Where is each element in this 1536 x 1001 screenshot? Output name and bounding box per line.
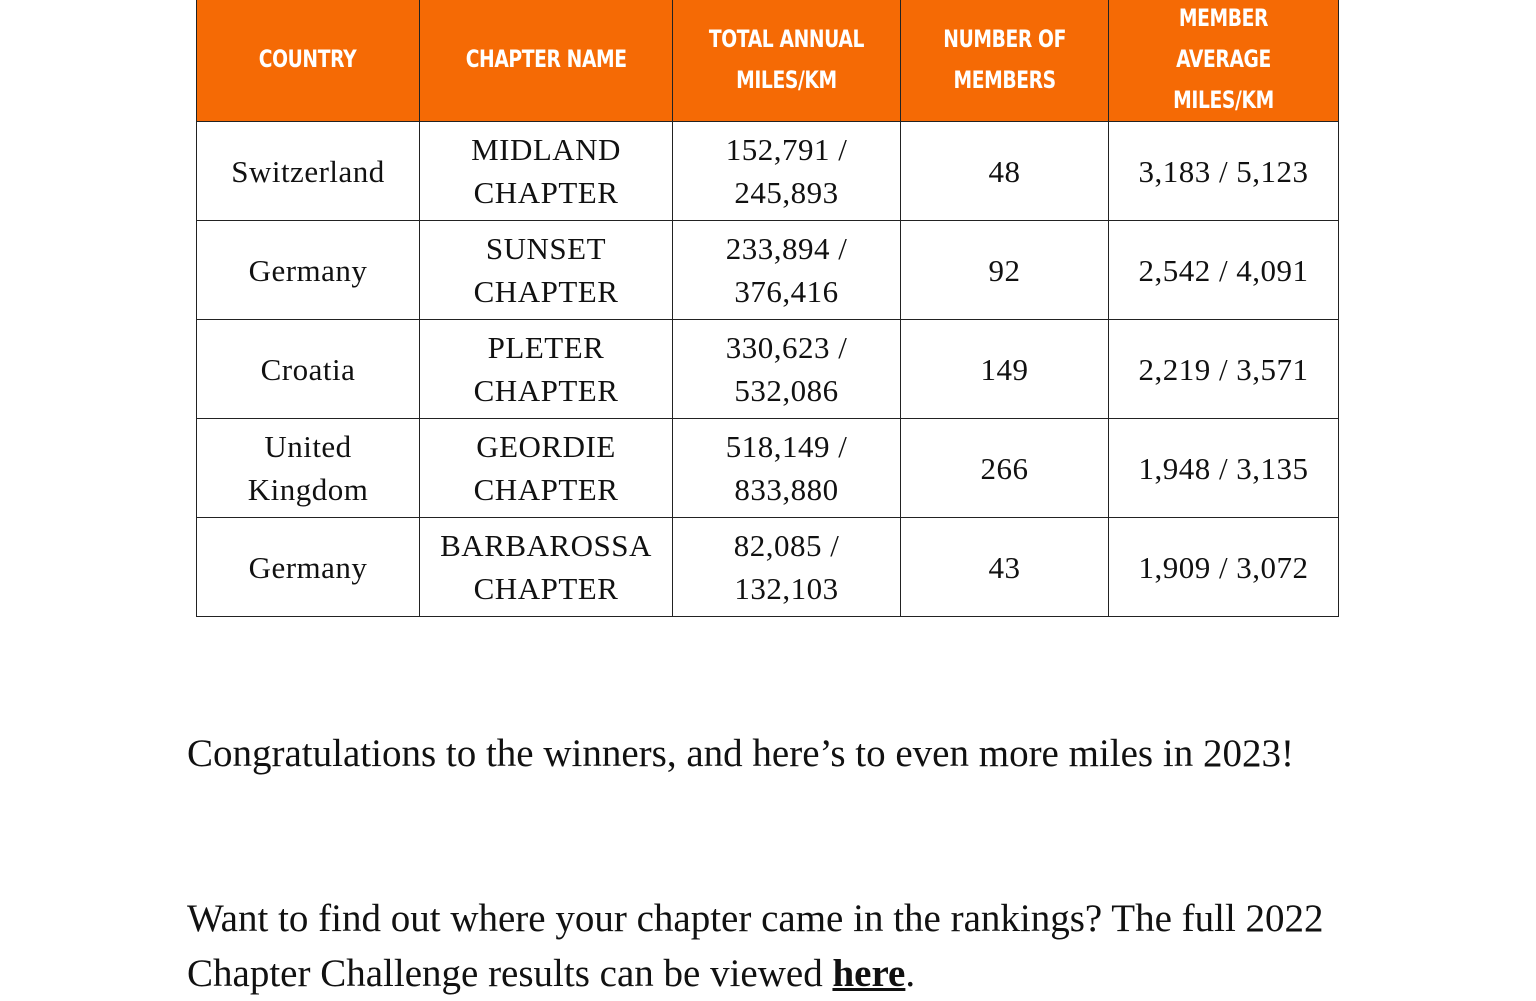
cell-total-annual: 330,623 / 532,086	[673, 320, 901, 419]
rankings-paragraph	[187, 891, 1347, 1001]
cell-chapter-name: MIDLAND CHAPTER	[420, 122, 673, 221]
cell-total-annual: 82,085 / 132,103	[673, 518, 901, 617]
cell-country: United Kingdom	[197, 419, 420, 518]
cell-member-count: 92	[901, 221, 1109, 320]
cell-member-count: 43	[901, 518, 1109, 617]
table-row	[197, 320, 1339, 419]
cell-member-average: 1,909 / 3,072	[1109, 518, 1339, 617]
chapter-results-table	[196, 0, 1339, 617]
header-member-average-miles-km: MEMBER AVERAGE MILES/KM	[1109, 0, 1339, 122]
cell-chapter-name: SUNSET CHAPTER	[420, 221, 673, 320]
congratulations-text: Congratulations to the winners, and here’s to even more miles in 2023!	[187, 732, 1294, 775]
cell-country: Croatia	[197, 320, 420, 419]
table-row	[197, 122, 1339, 221]
table-row	[197, 419, 1339, 518]
cell-member-average: 2,542 / 4,091	[1109, 221, 1339, 320]
cell-chapter-name: BARBAROSSA CHAPTER	[420, 518, 673, 617]
cell-member-count: 149	[901, 320, 1109, 419]
header-country: COUNTRY	[197, 0, 420, 122]
congratulations-paragraph	[187, 726, 1347, 781]
cell-total-annual: 152,791 / 245,893	[673, 122, 901, 221]
cell-chapter-name: PLETER CHAPTER	[420, 320, 673, 419]
header-chapter-name: CHAPTER NAME	[420, 0, 673, 122]
cell-chapter-name: GEORDIE CHAPTER	[420, 419, 673, 518]
cell-member-average: 3,183 / 5,123	[1109, 122, 1339, 221]
cell-member-average: 1,948 / 3,135	[1109, 419, 1339, 518]
cell-total-annual: 518,149 / 833,880	[673, 419, 901, 518]
cell-country: Germany	[197, 518, 420, 617]
cell-total-annual: 233,894 / 376,416	[673, 221, 901, 320]
results-link[interactable]: here	[832, 952, 906, 995]
table-header-row	[197, 0, 1339, 122]
chapter-results-table-container	[196, 0, 1339, 617]
cell-member-average: 2,219 / 3,571	[1109, 320, 1339, 419]
table-row	[197, 221, 1339, 320]
rankings-text: Want to find out where your chapter came in the rankings? The full 2022 Chapter Challenge results can be viewed	[187, 897, 1324, 995]
cell-member-count: 48	[901, 122, 1109, 221]
cell-country: Switzerland	[197, 122, 420, 221]
rankings-suffix: .	[905, 952, 916, 995]
cell-member-count: 266	[901, 419, 1109, 518]
table-row	[197, 518, 1339, 617]
cell-country: Germany	[197, 221, 420, 320]
header-total-annual-miles-km: TOTAL ANNUAL MILES/KM	[673, 0, 901, 122]
header-number-of-members: NUMBER OF MEMBERS	[901, 0, 1109, 122]
